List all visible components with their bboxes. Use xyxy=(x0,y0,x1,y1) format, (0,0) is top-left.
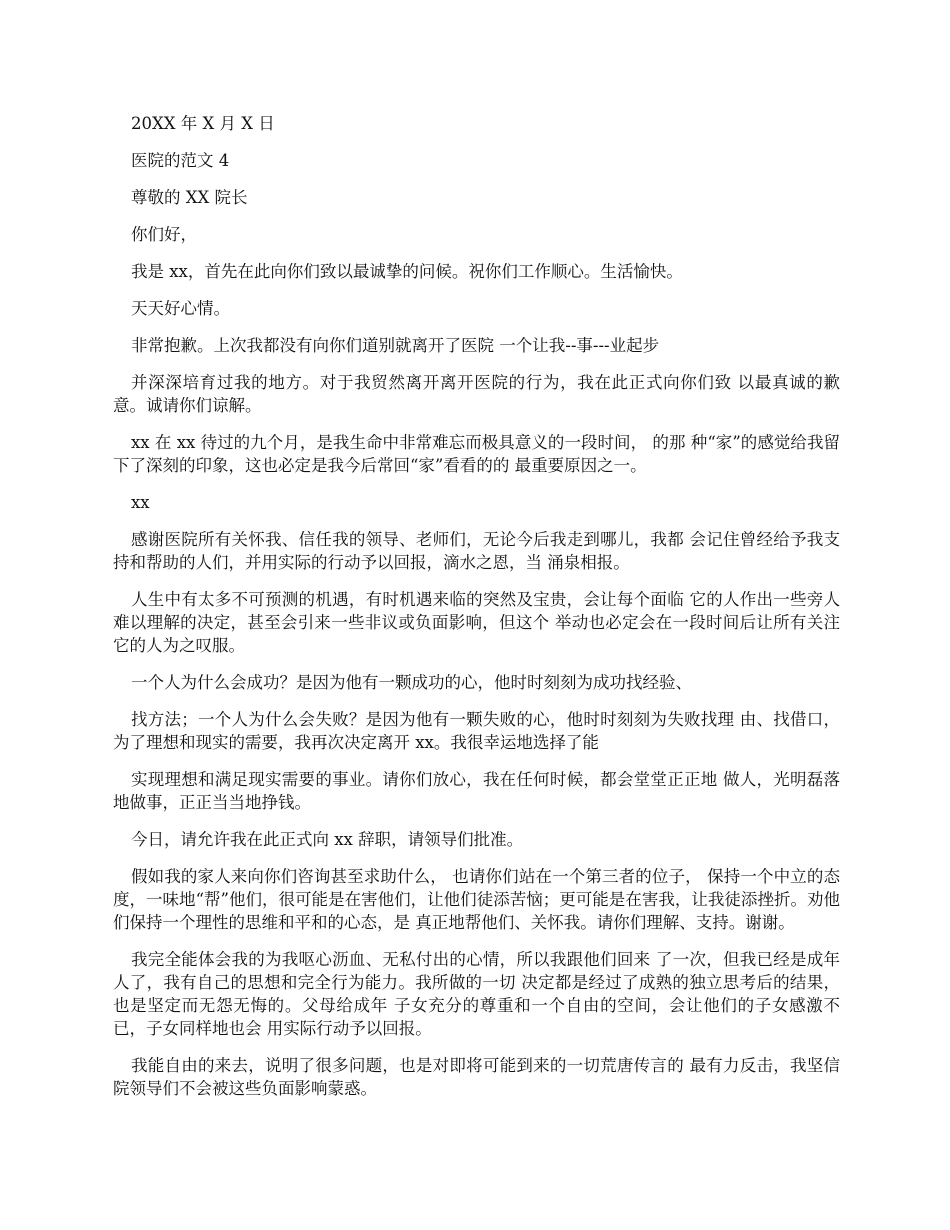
body-paragraph: xx 在 xx 待过的九个月，是我生命中非常难忘而极具意义的一段时间， 的那 种“家”的感觉给我留下了深刻的印象，这也必定是我今后常回“家”看看的的 最重要原因之一。 xyxy=(113,433,840,475)
salutation: 尊敬的 XX 院长 xyxy=(131,188,248,207)
body-paragraph: 我能自由的来去，说明了很多问题，也是对即将可能到来的一切荒唐传言的 最有力反击，我坚信院领导们不会被这些负面影响蒙惑。 xyxy=(113,1056,840,1098)
body-paragraph: xx xyxy=(131,493,150,512)
document-title: 医院的范文 4 xyxy=(131,151,230,170)
body-paragraph: 感谢医院所有关怀我、信任我的领导、老师们，无论今后我走到哪儿，我都 会记住曾经给予我支持和帮助的人们，并用实际的行动予以回报，滴水之恩，当 涌泉相报。 xyxy=(113,530,840,572)
body-paragraph: 找方法；一个人为什么会失败？是因为他有一颗失败的心，他时时刻刻为失败找理 由、找借口，为了理想和现实的需要，我再次决定离开 xx。我很幸运地选择了能 xyxy=(113,710,840,752)
body-paragraph: 并深深培育过我的地方。对于我贸然离开离开医院的行为，我在此正式向你们致 以最真诚的歉意。诚请你们谅解。 xyxy=(113,373,840,415)
body-paragraph: 假如我的家人来向你们咨询甚至求助什么， 也请你们站在一个第三者的位子， 保持一个中立的态度，一味地“帮”他们，很可能是在害他们，让他们徒添苦恼；更可能是在害我，让我徒添挫折。劝他们保持一个理性的思维和平和的心态，是 真正地帮他们、关怀我。请你们理解、支持。谢谢。 xyxy=(113,867,840,932)
body-paragraph: 非常抱歉。上次我都没有向你们道别就离开了医院 一个让我--事---业起步 xyxy=(131,336,660,355)
body-paragraph: 一个人为什么会成功？是因为他有一颗成功的心，他时时刻刻为成功找经验、 xyxy=(131,673,692,692)
body-paragraph: 我完全能体会我的为我呕心沥血、无私付出的心情，所以我跟他们回来 了一次，但我已经是成年人了，我有自己的思想和完全行为能力。我所做的一切 决定都是经过了成熟的独立思考后的结果，也是坚定而无怨无悔的。父母给成年 子女充分的尊重和一个自由的空间，会让他们的子女感激不已，子女同样地也会 用实际行动予以回报。 xyxy=(113,950,840,1038)
date-line: 20XX 年 X 月 X 日 xyxy=(131,114,275,133)
body-paragraph: 今日，请允许我在此正式向 xx 辞职，请领导们批准。 xyxy=(131,830,524,849)
body-paragraph: 实现理想和满足现实需要的事业。请你们放心，我在任何时候，都会堂堂正正地 做人，光明磊落地做事，正正当当地挣钱。 xyxy=(113,770,840,812)
body-paragraph: 我是 xx，首先在此向你们致以最诚挚的问候。祝你们工作顺心。生活愉快。 xyxy=(131,262,683,281)
body-paragraph: 天天好心情。 xyxy=(131,299,230,318)
body-paragraph: 人生中有太多不可预测的机遇，有时机遇来临的突然及宝贵，会让每个面临 它的人作出一些旁人难以理解的决定，甚至会引来一些非议或负面影响，但这个 举动也必定会在一段时间后让所有关注它的人为之叹服。 xyxy=(113,590,840,655)
greeting: 你们好， xyxy=(131,225,197,244)
